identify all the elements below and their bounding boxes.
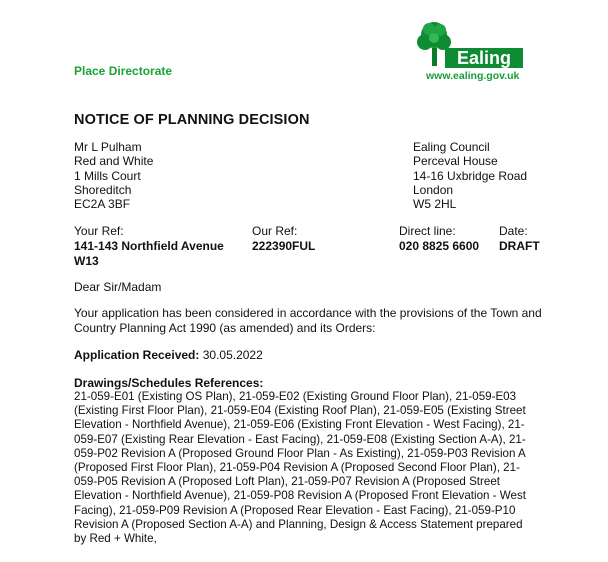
- recipient-line: 1 Mills Court: [74, 168, 141, 183]
- logo-wordmark: Ealing: [456, 48, 512, 68]
- logo-url: www.ealing.gov.uk: [426, 70, 520, 82]
- directorate-label: Place Directorate: [74, 64, 173, 78]
- your-ref-line2: W13: [74, 254, 99, 268]
- our-ref-value: 222390FUL: [252, 239, 316, 253]
- application-received-label: Application Received:: [74, 348, 200, 362]
- intro-paragraph: Your application has been considered in accordance with the provisions of the Town and Country Planning Act 1990 (as amended) and its Orders:: [74, 306, 542, 335]
- drawings-references: 21-059-E01 (Existing OS Plan), 21-059-E02 (Existing Ground Floor Plan), 21-059-E03 (Existing First Floor Plan), 21-059-E04 (Existing Roof Plan), 21-059-E05 (Existing Street Elevation - Northfield Avenue), 21-059-E06 (Existing Front Elevation - West Facing), 21-059-E07 (Existing Rear Elevation - East Facing), 21-059-E08 (Existing Section A-A), 21-059-P02 Revision A (Proposed Ground Floor Plan - As Existing), 21-059-P03 Revision A (Proposed First Floor Plan), 21-059-P04 Revision A (Proposed Second Floor Plan), 21-059-P05 Revision A (Proposed Loft Plan), 21-059-P07 Revision A (Proposed Street Elevation - Northfield Avenue), 21-059-P08 Revision A (Proposed Front Elevation - West Facing), 21-059-P09 Revision A (Proposed Rear Elevation - East Facing), 21-059-P10 Revision A (Proposed Section A-A) and Planning, Design & Access Statement prepared by Red + White,: [74, 390, 526, 546]
- your-ref-value: [74, 239, 224, 269]
- application-received-value: 30.05.2022: [202, 348, 263, 362]
- recipient-address: [74, 140, 153, 211]
- sender-line: 14-16 Uxbridge Road: [413, 168, 528, 183]
- recipient-line: Mr L Pulham: [74, 140, 142, 154]
- salutation: Dear Sir/Madam: [74, 280, 162, 294]
- sender-line: Perceval House: [413, 154, 498, 169]
- our-ref-label: Our Ref:: [252, 224, 298, 238]
- recipient-line: Shoreditch: [74, 182, 132, 197]
- direct-line-value: 020 8825 6600: [399, 239, 480, 253]
- drawings-heading: Drawings/Schedules References:: [74, 376, 264, 390]
- sender-address: [413, 140, 527, 211]
- recipient-line: Red and White: [74, 154, 154, 169]
- date-label: Date:: [499, 224, 528, 238]
- date-value: DRAFT: [499, 239, 540, 253]
- direct-line-label: Direct line:: [399, 224, 456, 238]
- your-ref-label: Your Ref:: [74, 224, 124, 238]
- your-ref-line1: 141-143 Northfield Avenue: [74, 239, 224, 253]
- sender-line: Ealing Council: [413, 140, 490, 154]
- page-title: NOTICE OF PLANNING DECISION: [74, 112, 310, 128]
- sender-line: W5 2HL: [413, 197, 457, 212]
- sender-line: London: [413, 182, 454, 197]
- recipient-line: EC2A 3BF: [74, 197, 131, 212]
- application-received: [74, 348, 544, 363]
